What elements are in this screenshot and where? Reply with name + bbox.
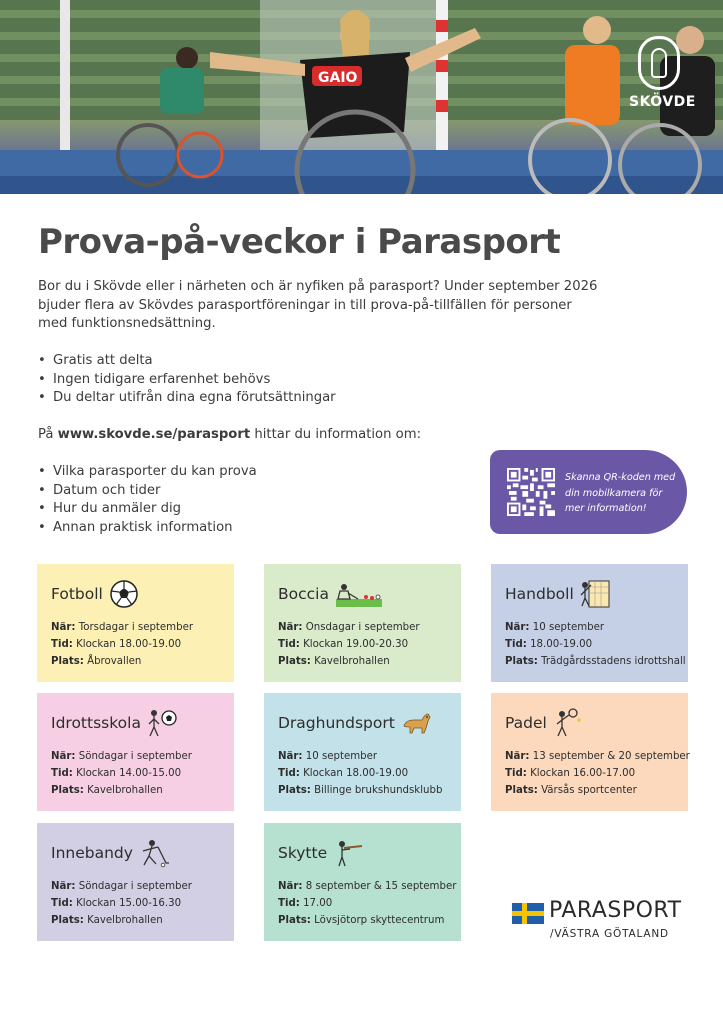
- list-item: • Du deltar utifrån dina egna förutsättningar: [38, 389, 336, 408]
- activity-card-draghundsport: [264, 693, 461, 811]
- activity-title: Boccia: [278, 585, 329, 603]
- activity-place: Lövsjötorp skyttecentrum: [314, 915, 445, 926]
- list-item: • Vilka parasporter du kan prova: [38, 463, 257, 482]
- activity-time: Klockan 15.00-16.30: [76, 898, 182, 909]
- activity-when: Onsdagar i september: [305, 622, 420, 633]
- activity-details: När: Söndagar i september Tid: Klockan 14.00-15.00 Plats: Kavelbrohallen: [51, 751, 192, 796]
- activity-title: Draghundsport: [278, 714, 395, 732]
- activity-place: Billinge brukshundsklubb: [314, 785, 443, 796]
- list-item: • Gratis att delta: [38, 352, 336, 371]
- parasport-region: /VÄSTRA GÖTALAND: [550, 928, 669, 940]
- activity-title: Skytte: [278, 844, 328, 862]
- qr-instructions: Skanna QR-koden med din mobilkamera för mer information!: [565, 472, 676, 514]
- shooting-icon: [332, 838, 364, 868]
- football-icon: [108, 579, 140, 609]
- website-link[interactable]: www.skovde.se/parasport: [57, 427, 251, 442]
- info-line: [38, 427, 421, 442]
- qr-code-icon[interactable]: [507, 468, 555, 516]
- dog-icon: [400, 708, 432, 738]
- intro-text: Bor du i Skövde eller i närheten och är nyfiken på parasport? Under september 2026 bjuder flera av Skövdes parasportföreningar in till prova-på-tillfällen för personer med funktionsnedsättning.: [38, 279, 598, 332]
- list-item: • Datum och tider: [38, 482, 257, 501]
- activity-card-boccia: [264, 564, 461, 682]
- list-item: • Hur du anmäler dig: [38, 500, 257, 519]
- list-item: • Ingen tidigare erfarenhet behövs: [38, 371, 336, 390]
- activity-when: 10 september: [532, 622, 605, 633]
- activity-details: När: 10 september Tid: Klockan 18.00-19.00 Plats: Billinge brukshundsklubb: [278, 751, 443, 796]
- handball-icon: [579, 579, 611, 609]
- activity-time: Klockan 14.00-15.00: [76, 768, 182, 779]
- qr-callout: [490, 450, 687, 534]
- activity-time: Klockan 16.00-17.00: [530, 768, 636, 779]
- activity-title: Idrottsskola: [51, 714, 141, 732]
- activity-card-padel: [491, 693, 688, 811]
- activity-when: Söndagar i september: [78, 751, 192, 762]
- activity-time: Klockan 18.00-19.00: [76, 639, 182, 650]
- jersey-text: GAIO: [318, 70, 358, 86]
- hero-illustration: [0, 0, 723, 194]
- activity-time: Klockan 19.00-20.30: [303, 639, 409, 650]
- activity-title: Innebandy: [51, 844, 133, 862]
- activity-details: När: Onsdagar i september Tid: Klockan 19.00-20.30 Plats: Kavelbrohallen: [278, 622, 420, 667]
- activity-card-fotboll: [37, 564, 234, 682]
- activity-details: När: 8 september & 15 september Tid: 17.00 Plats: Lövsjötorp skyttecentrum: [278, 881, 457, 926]
- activity-when: Söndagar i september: [78, 881, 192, 892]
- sports-school-icon: [146, 708, 178, 738]
- activity-place: Kavelbrohallen: [314, 656, 390, 667]
- activity-place: Kavelbrohallen: [87, 915, 163, 926]
- benefits-list: [38, 352, 336, 408]
- swedish-flag-icon: [512, 903, 544, 924]
- activity-time: 18.00-19.00: [530, 639, 593, 650]
- page-title: Prova-på-veckor i Parasport: [38, 222, 561, 262]
- activity-place: Trädgårdsstadens idrottshall: [541, 656, 686, 667]
- padel-icon: [552, 708, 584, 738]
- skovde-logo-name: SKÖVDE: [629, 94, 696, 110]
- activity-card-skytte: [264, 823, 461, 941]
- activity-title: Padel: [505, 714, 547, 732]
- parasport-logo: [512, 900, 692, 945]
- activity-place: Värsås sportcenter: [541, 785, 637, 796]
- activity-time: Klockan 18.00-19.00: [303, 768, 409, 779]
- skovde-logo: [629, 36, 696, 110]
- activity-when: Torsdagar i september: [78, 622, 194, 633]
- activity-details: När: Söndagar i september Tid: Klockan 15.00-16.30 Plats: Kavelbrohallen: [51, 881, 192, 926]
- activity-when: 13 september & 20 september: [532, 751, 690, 762]
- activity-details: När: 10 september Tid: 18.00-19.00 Plats: Trädgårdsstadens idrottshall: [505, 622, 686, 667]
- activity-when: 8 september & 15 september: [305, 881, 457, 892]
- skovde-shield-icon: [638, 36, 680, 90]
- activity-place: Kavelbrohallen: [87, 785, 163, 796]
- boccia-icon: [334, 579, 384, 609]
- info-prefix: På: [38, 427, 58, 442]
- activity-details: När: 13 september & 20 september Tid: Klockan 16.00-17.00 Plats: Värsås sportcenter: [505, 751, 690, 796]
- info-suffix: hittar du information om:: [250, 427, 422, 442]
- hero-photo: [0, 0, 723, 194]
- activity-details: När: Torsdagar i september Tid: Klockan 18.00-19.00 Plats: Åbrovallen: [51, 622, 194, 667]
- floorball-icon: [138, 838, 170, 868]
- parasport-wordmark: PARASPORT: [549, 898, 682, 923]
- activity-card-innebandy: [37, 823, 234, 941]
- activity-card-idrottsskola: [37, 693, 234, 811]
- activity-when: 10 september: [305, 751, 378, 762]
- activity-time: 17.00: [303, 898, 333, 909]
- activity-title: Fotboll: [51, 585, 103, 603]
- info-list: [38, 463, 257, 537]
- activity-card-handboll: [491, 564, 688, 682]
- activity-title: Handboll: [505, 585, 574, 603]
- list-item: • Annan praktisk information: [38, 519, 257, 538]
- activity-place: Åbrovallen: [87, 656, 142, 667]
